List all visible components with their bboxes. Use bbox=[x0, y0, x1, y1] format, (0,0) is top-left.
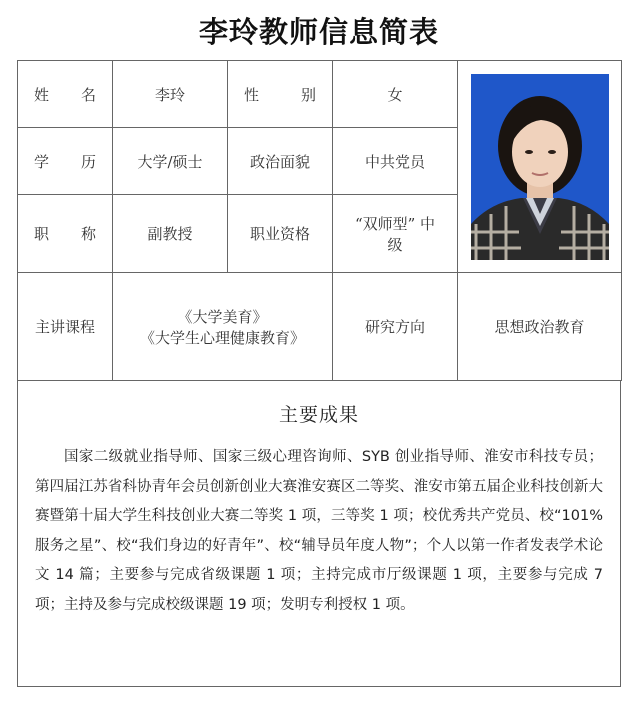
name-value: 李玲 bbox=[113, 61, 228, 128]
portrait-photo bbox=[471, 74, 609, 260]
info-table bbox=[17, 60, 622, 381]
education-label: 学 历 bbox=[18, 128, 113, 195]
name-label: 姓 名 bbox=[18, 61, 113, 128]
courses-label: 主讲课程 bbox=[18, 273, 113, 381]
political-label: 政治面貌 bbox=[228, 128, 333, 195]
achievements-section bbox=[17, 380, 621, 687]
political-value: 中共党员 bbox=[333, 128, 458, 195]
courses-value: 《大学美育》 《大学生心理健康教育》 bbox=[113, 273, 333, 381]
achievements-body: 国家二级就业指导师、国家三级心理咨询师、SYB 创业指导师、淮安市科技专员；第四届江苏省科协青年会员创新创业大赛淮安赛区二等奖、淮安市第五届企业科技创新大赛暨第十届大学生科技创业大赛二等奖 1 项，三等奖 1 项；校优秀共产党员、校“101%服务之星”、校“我们身边的好青年”、校“辅导员年度人物”；个人以第一作者发表学术论文 14 篇；主要参与完成省级课题 1 项；主持完成市厅级课题 1 项，主要参与完成 7 项；主持及参与完成校级课题 19 项；发明专利授权 1 项。 bbox=[35, 449, 603, 613]
qualification-label: 职业资格 bbox=[228, 195, 333, 273]
title-value: 副教授 bbox=[113, 195, 228, 273]
education-value: 大学/硕士 bbox=[113, 128, 228, 195]
title-label: 职 称 bbox=[18, 195, 113, 273]
research-label: 研究方向 bbox=[333, 273, 458, 381]
research-value: 思想政治教育 bbox=[458, 273, 622, 381]
page-title: 李玲教师信息简表 bbox=[198, 15, 439, 49]
gender-label: 性 别 bbox=[228, 61, 333, 128]
qualification-value: “双师型” 中 级 bbox=[333, 195, 458, 273]
achievements-heading: 主要成果 bbox=[278, 404, 359, 426]
gender-value: 女 bbox=[333, 61, 458, 128]
photo-cell bbox=[458, 61, 622, 273]
